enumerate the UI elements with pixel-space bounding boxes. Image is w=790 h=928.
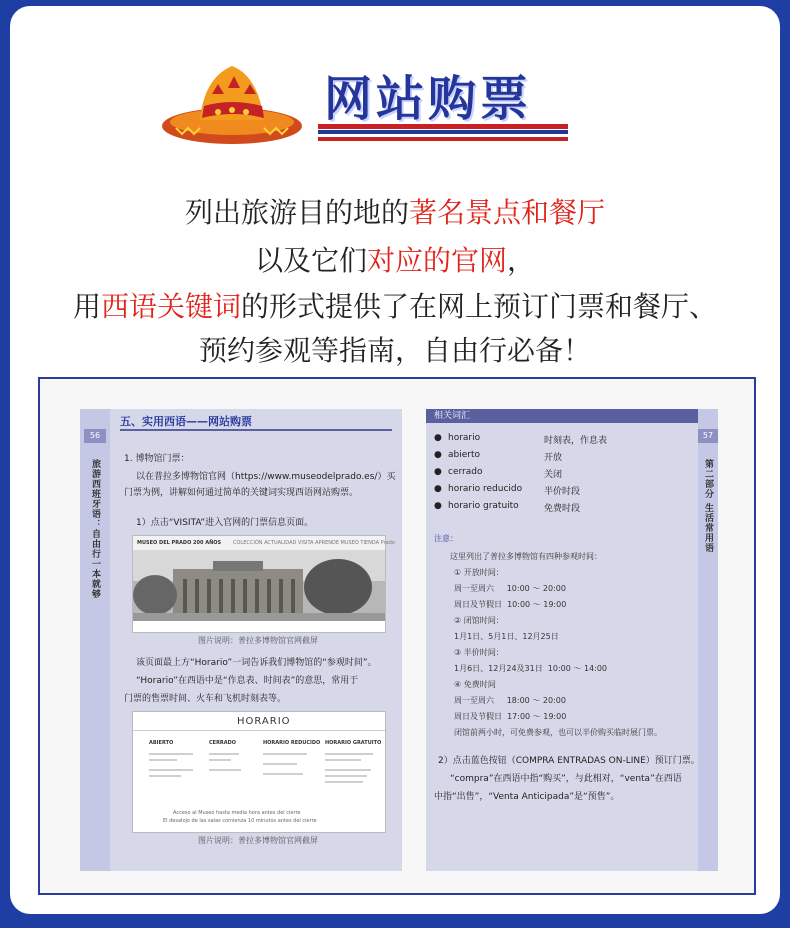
- note-line: 1月1日、5月1日、12月25日: [454, 632, 559, 641]
- paragraph: 门票的售票时间、火车和飞机时刻表等。: [124, 694, 287, 704]
- vocab-item: [434, 501, 694, 514]
- bullet-icon: ●: [434, 433, 442, 443]
- vocab-item: [434, 484, 694, 497]
- side-label: 旅游西班牙语：自由行一本就够: [90, 459, 100, 599]
- horario-col: CERRADO: [209, 740, 237, 746]
- note-line: 闭馆前两小时，可免费参观，也可以半价购买临时展门票。: [454, 728, 662, 737]
- intro-line-4: [20, 330, 770, 372]
- horario-screenshot: [132, 711, 386, 833]
- paragraph: 门票为例，讲解如何通过简单的关键词实现西语网站购票。: [124, 488, 359, 498]
- paragraph: 以在普拉多博物馆官网（https://www.museodelprado.es/）买: [136, 472, 396, 482]
- left-page: [80, 409, 402, 871]
- paragraph: “Horario”在西语中是“作息表、时间表”的意思，常用于: [136, 676, 359, 686]
- note-line: ② 闭馆时间：: [454, 616, 504, 625]
- intro-highlight: 对应的官网: [366, 244, 507, 277]
- bullet-icon: ●: [434, 450, 442, 460]
- horario-footer: El desalojo de las salas comienza 10 minutos antes del cierre: [163, 818, 317, 824]
- vocab-spanish: horario gratuito: [448, 501, 519, 511]
- paragraph: “compra”在西语中指“购买”，与此相对，“venta”在西语: [450, 774, 682, 784]
- note-label: 注意：: [434, 534, 458, 543]
- note-line: 这里列出了普拉多博物馆有四种参观时间：: [450, 552, 602, 561]
- page-number: 56: [84, 429, 106, 443]
- horario-col: ABIERTO: [149, 740, 174, 746]
- vocab-chinese: 关闭: [544, 470, 563, 480]
- intro-text: ，: [507, 244, 536, 277]
- note-line: 周日及节假日 10:00 ～ 19:00: [454, 600, 567, 609]
- book-preview-frame: [38, 377, 756, 895]
- paragraph: 该页面最上方“Horario”一词告诉我们博物馆的“参观时间”。: [136, 658, 377, 668]
- note-line: 周日及节假日 17:00 ～ 19:00: [454, 712, 567, 721]
- vocab-item: [434, 450, 694, 463]
- title-box: [318, 58, 568, 129]
- bullet-icon: ●: [434, 501, 442, 511]
- side-label: 第二部分 生活常用语: [703, 459, 713, 554]
- horario-col: HORARIO REDUCIDO: [263, 740, 321, 746]
- paragraph: 2）点击蓝色按钮（COMPRA ENTRADAS ON-LINE）预订门票。: [438, 756, 700, 766]
- vocab-spanish: cerrado: [448, 467, 483, 477]
- horario-col: HORARIO GRATUITO: [325, 740, 382, 746]
- note-line: 1月6日、12月24及31日 10:00 ～ 14:00: [454, 664, 607, 673]
- note-line: 周一至周六 10:00 ～ 20:00: [454, 584, 566, 593]
- website-nav: [133, 536, 395, 551]
- paragraph: 1. 博物馆门票：: [124, 454, 190, 464]
- page-title: 网站购票: [324, 71, 533, 127]
- horario-heading: HORARIO: [237, 716, 291, 727]
- vocab-spanish: horario reducido: [448, 484, 523, 494]
- vocab-chinese: 半价时段: [544, 487, 581, 497]
- intro-text: 以及它们: [254, 244, 367, 277]
- bullet-icon: ●: [434, 467, 442, 477]
- title-stripes: [318, 130, 568, 148]
- page-number: 57: [698, 429, 718, 443]
- image-caption: 图片说明：普拉多博物馆官网截屏: [198, 636, 318, 645]
- intro-text: 的形式提供了在网上预订门票和餐厅、: [241, 290, 718, 323]
- paragraph: 1）点击“VISITA”进入官网的门票信息页面。: [136, 518, 314, 528]
- intro-text: 列出旅游目的地的: [184, 196, 409, 229]
- intro-highlight: 西语关键词: [100, 290, 241, 323]
- vocab-chinese: 时刻表，作息表: [544, 436, 608, 446]
- note-line: 周一至周六 18:00 ～ 20:00: [454, 696, 566, 705]
- bullet-icon: ●: [434, 484, 442, 494]
- note-line: ① 开放时间：: [454, 568, 504, 577]
- vocab-item: [434, 433, 694, 446]
- intro-line-2: [20, 240, 770, 282]
- note-line: ③ 半价时间：: [454, 648, 504, 657]
- intro-highlight: 著名景点和餐厅: [409, 196, 606, 229]
- vocab-header: 相关词汇: [426, 409, 698, 423]
- intro-line-3: [20, 286, 770, 328]
- section-title: 五、实用西语——网站购票: [120, 415, 252, 428]
- website-menu: COLECCIÓN ACTUALIDAD VISITA APRENDE MUSEO TIENDA Prado: [233, 540, 395, 546]
- museum-building-image: [133, 551, 385, 621]
- section-divider: [120, 429, 392, 431]
- museum-brand: MUSEO DEL PRADO 200 AÑOS: [137, 540, 222, 546]
- right-page: [426, 409, 718, 871]
- intro-line-1: [20, 192, 770, 234]
- horario-detail-lines: [147, 750, 377, 794]
- sombrero-hat-icon: [160, 58, 310, 150]
- vocab-chinese: 免费时段: [544, 504, 581, 514]
- intro-text: 用: [72, 290, 101, 323]
- image-caption: 图片说明：普拉多博物馆官网截屏: [198, 836, 318, 845]
- vocab-spanish: abierto: [448, 450, 481, 460]
- vocab-item: [434, 467, 694, 480]
- vocab-spanish: horario: [448, 433, 481, 443]
- divider: [133, 730, 385, 731]
- horario-footer: Acceso al Museo hasta media hora antes del cierre: [173, 810, 301, 816]
- note-line: ④ 免费时间: [454, 680, 496, 689]
- website-screenshot: [132, 535, 395, 633]
- intro-text: 预约参观等指南，自由行必备！: [198, 334, 591, 367]
- vocab-chinese: 开放: [544, 453, 563, 463]
- paragraph: 中指“出售”，“Venta Anticipada”是“预售”。: [434, 792, 620, 802]
